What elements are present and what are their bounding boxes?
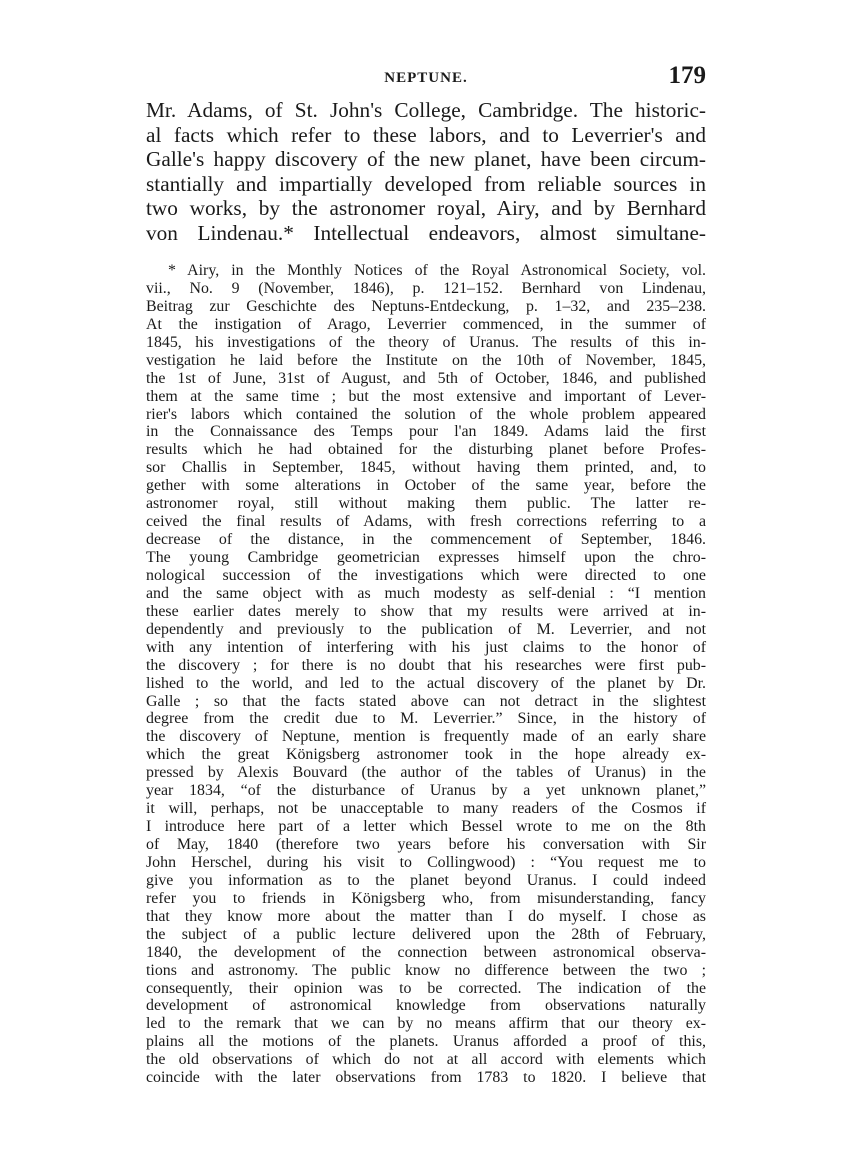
footnote-line: and the same object with as much modesty as self-denial : “I mention — [146, 584, 706, 602]
main-text — [146, 98, 706, 246]
footnote-line: which the great Königsberg astronomer took in the hope already ex- — [146, 746, 706, 764]
footnote-line: John Herschel, during his visit to Collingwood) : “You request me to — [146, 853, 706, 871]
footnote-line: results which he had obtained for the disturbing planet before Profes- — [146, 441, 706, 459]
footnote-line: these earlier dates merely to show that my results were arrived at in- — [146, 602, 706, 620]
footnote-line: refer you to friends in Königsberg who, from misunderstanding, fancy — [146, 889, 706, 907]
footnote-line: it will, perhaps, not be unacceptable to many readers of the Cosmos if — [146, 800, 706, 818]
footnote-line: vii., No. 9 (November, 1846), p. 121–152. Bernhard von Lindenau, — [146, 279, 706, 297]
footnote-line: plains all the motions of the planets. Uranus afforded a proof of this, — [146, 1033, 706, 1051]
footnote-line: ceived the final results of Adams, with fresh corrections referring to a — [146, 513, 706, 531]
footnote-line: 1840, the development of the connection between astronomical observa- — [146, 943, 706, 961]
footnote-line: of May, 1840 (therefore two years before his conversation with Sir — [146, 836, 706, 853]
text-line: two works, by the astronomer royal, Airy, and by Bernhard — [146, 196, 706, 221]
footnote-line: that they know more about the matter than I do myself. I chose as — [146, 907, 706, 925]
footnote-line: the discovery ; for there is no doubt that his researches were first pub- — [146, 656, 706, 674]
footnote-line: with any intention of interfering with his just claims to the honor of — [146, 638, 706, 656]
page-header — [146, 62, 706, 96]
footnote-line: lished to the world, and led to the actual discovery of the planet by Dr. — [146, 674, 706, 692]
footnote-line: consequently, their opinion was to be corrected. The indication of the — [146, 979, 706, 997]
text-line: Mr. Adams, of St. John's College, Cambridge. The historic- — [146, 98, 706, 122]
text-line: Galle's happy discovery of the new planet, have been circum- — [146, 147, 706, 172]
footnote-line: tions and astronomy. The public know no difference between the two ; — [146, 961, 706, 979]
text-line: von Lindenau.* Intellectual endeavors, almost simultane- — [146, 220, 706, 245]
footnote-line: Galle ; so that the facts stated above can not detract in the slightest — [146, 692, 706, 710]
footnote-line: gether with some alterations in October of the same year, before the — [146, 477, 706, 495]
footnote-line: rier's labors which contained the solution of the whole problem appeared — [146, 405, 706, 423]
footnote-line: them at the same time ; but the most extensive and important of Lever- — [146, 387, 706, 405]
footnote-line: I introduce here part of a letter which Bessel wrote to me on the 8th — [146, 818, 706, 836]
footnote-line: pressed by Alexis Bouvard (the author of the tables of Uranus) in the — [146, 764, 706, 782]
footnote-line: * Airy, in the Monthly Notices of the Royal Astronomical Society, vol. — [168, 262, 706, 279]
footnote-line: Beitrag zur Geschichte des Neptuns-Entdeckung, p. 1–32, and 235–238. — [146, 297, 706, 315]
footnote-line: the 1st of June, 31st of August, and 5th of October, 1846, and published — [146, 369, 706, 387]
footnote-line: the old observations of which do not at all accord with elements which — [146, 1051, 706, 1069]
footnote-line: year 1834, “of the disturbance of Uranus by a yet unknown planet,” — [146, 782, 706, 800]
footnote-line: coincide with the later observations from 1783 to 1820. I believe that — [146, 1069, 706, 1087]
footnote-line: sor Challis in September, 1845, without having them printed, and, to — [146, 459, 706, 477]
footnote-line: dependently and previously to the publication of M. Leverrier, and not — [146, 620, 706, 638]
running-head: NEPTUNE. — [384, 70, 468, 86]
footnote-line: The young Cambridge geometrician expresses himself upon the chro- — [146, 549, 706, 566]
footnote-line: the discovery of Neptune, mention is frequently made of an early share — [146, 728, 706, 746]
footnote — [146, 262, 706, 1087]
footnote-line: At the instigation of Arago, Leverrier commenced, in the summer of — [146, 315, 706, 333]
footnote-line: degree from the credit due to M. Leverrier.” Since, in the history of — [146, 710, 706, 728]
text-line: stantially and impartially developed from reliable sources in — [146, 171, 706, 196]
footnote-line: nological succession of the investigations which were directed to one — [146, 566, 706, 584]
footnote-line: the subject of a public lecture delivered upon the 28th of February, — [146, 925, 706, 943]
page-number: 179 — [668, 62, 706, 89]
footnote-line: in the Connaissance des Temps pour l'an 1849. Adams laid the first — [146, 423, 706, 441]
footnote-line: give you information as to the planet beyond Uranus. I could indeed — [146, 871, 706, 889]
text-line: al facts which refer to these labors, and to Leverrier's and — [146, 122, 706, 147]
footnote-line: vestigation he laid before the Institute on the 10th of November, 1845, — [146, 351, 706, 369]
footnote-line: astronomer royal, still without making them public. The latter re- — [146, 495, 706, 513]
footnote-line: led to the remark that we can by no means affirm that our theory ex- — [146, 1015, 706, 1033]
footnote-line: development of astronomical knowledge from observations naturally — [146, 997, 706, 1015]
footnote-line: decrease of the distance, in the commencement of September, 1846. — [146, 531, 706, 549]
footnote-line: 1845, his investigations of the theory of Uranus. The results of this in- — [146, 333, 706, 351]
